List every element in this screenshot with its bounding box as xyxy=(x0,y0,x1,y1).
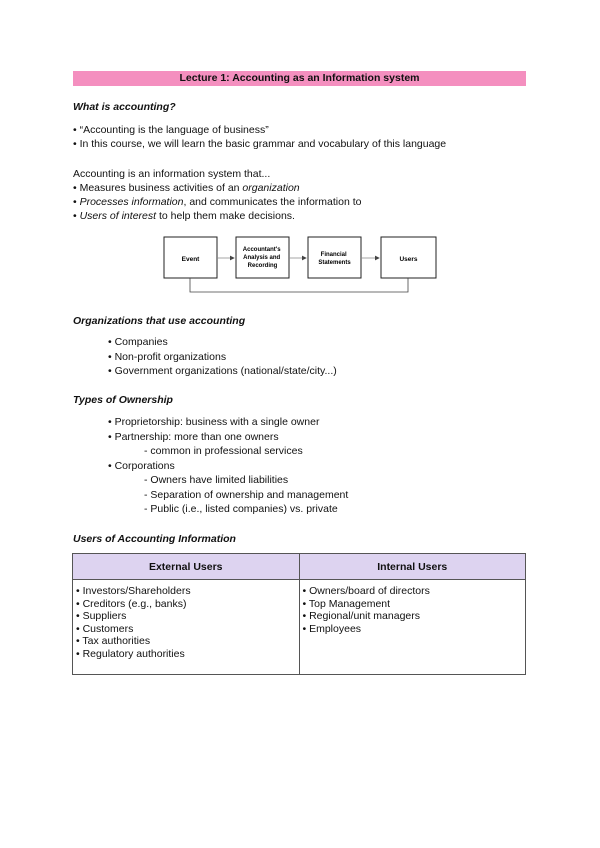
external-user-item: • Creditors (e.g., banks) xyxy=(76,597,187,610)
ownership-heading: Types of Ownership xyxy=(73,394,173,406)
external-user-item: • Customers xyxy=(76,622,134,635)
users-label: Users xyxy=(399,256,418,263)
analysis-label-line: Analysis and xyxy=(243,255,281,261)
internal-user-item: • Top Management xyxy=(302,597,391,610)
analysis-label-line: Recording xyxy=(247,263,278,269)
organizations-heading: Organizations that use accounting xyxy=(73,315,246,327)
info-system-intro: Accounting is an information system that... xyxy=(73,168,271,180)
info-system-item: • Measures business activities of an organization xyxy=(73,182,300,194)
ownership-item: • Proprietorship: business with a single owner xyxy=(108,416,320,428)
external-user-item: • Tax authorities xyxy=(76,635,151,647)
external-user-item: • Suppliers xyxy=(76,610,127,622)
organization-item: • Non-profit organizations xyxy=(108,351,227,363)
statements-label-line: Financial xyxy=(320,252,347,258)
ownership-item: • Corporations xyxy=(108,460,175,472)
ownership-subitem: - Public (i.e., listed companies) vs. private xyxy=(144,503,338,515)
accounting-flow-diagram xyxy=(162,234,438,296)
external-users-cell xyxy=(73,580,300,675)
ownership-subitem: - Owners have limited liabilities xyxy=(144,474,289,486)
definition-bullet: • “Accounting is the language of business” xyxy=(73,124,269,136)
info-system-item: • Processes information, and communicates the information to xyxy=(73,196,362,208)
external-user-item: • Investors/Shareholders xyxy=(76,585,191,597)
organization-item: • Companies xyxy=(108,336,168,348)
internal-user-item: • Regional/unit managers xyxy=(302,610,420,622)
analysis-label-line: Accountant's xyxy=(242,247,281,253)
what-is-accounting-heading: What is accounting? xyxy=(73,101,176,113)
ownership-subitem: - common in professional services xyxy=(144,445,303,457)
internal-users-cell xyxy=(299,580,526,675)
event-label: Event xyxy=(181,256,200,263)
organization-item: • Government organizations (national/state/city...) xyxy=(108,365,337,377)
ownership-item: • Partnership: more than one owners xyxy=(108,431,279,443)
external-users-header: External Users xyxy=(73,554,300,580)
feedback-loop-line xyxy=(190,278,408,292)
info-system-item: • Users of interest to help them make decisions. xyxy=(73,210,295,222)
course-bullet: • In this course, we will learn the basic grammar and vocabulary of this language xyxy=(73,138,447,150)
lecture-title: Lecture 1: Accounting as an Information system xyxy=(73,71,526,86)
external-user-item: • Regulatory authorities xyxy=(76,647,185,660)
internal-user-item: • Owners/board of directors xyxy=(302,585,430,597)
ownership-subitem: - Separation of ownership and management xyxy=(144,489,349,501)
statements-label-line: Statements xyxy=(318,260,351,266)
users-heading: Users of Accounting Information xyxy=(73,533,236,545)
internal-users-header: Internal Users xyxy=(299,554,526,580)
users-table xyxy=(72,553,526,675)
internal-user-item: • Employees xyxy=(302,622,362,635)
analysis-label xyxy=(243,247,282,269)
